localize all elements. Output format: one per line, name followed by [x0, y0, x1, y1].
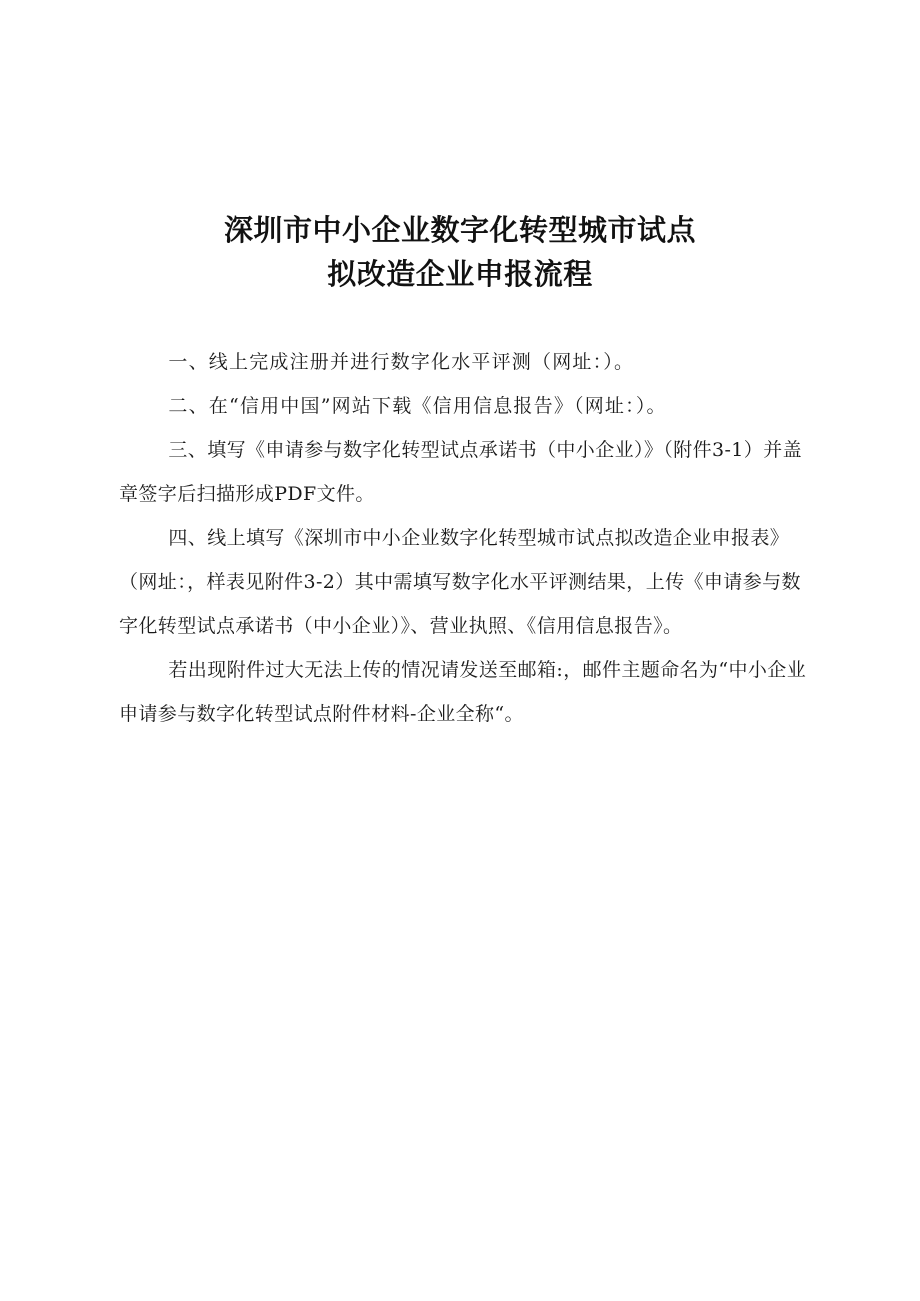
step-4-paragraph: 四、线上填写《深圳市中小企业数字化转型城市试点拟改造企业申报表》（网址：，样表见附件3-2）其中需填写数字化水平评测结果，上传《申请参与数字化转型试点承诺书（中小企业）》、营业执照、《信用信息报告》。	[119, 527, 801, 637]
document-title	[0, 208, 920, 296]
document-body	[119, 340, 811, 736]
email-note-paragraph: 若出现附件过大无法上传的情况请发送至邮箱:，邮件主题命名为“中小企业申请参与数字化转型试点附件材料-企业全称“。	[119, 659, 807, 725]
step-2-paragraph: 二、在“信用中国”网站下载《信用信息报告》（网址：）。	[168, 395, 667, 417]
title-line-1: 深圳市中小企业数字化转型城市试点	[223, 213, 696, 247]
title-line-2: 拟改造企业申报流程	[327, 257, 593, 291]
step-3-paragraph: 三、填写《申请参与数字化转型试点承诺书（中小企业）》（附件3-1）并盖章签字后扫描形成PDF文件。	[119, 439, 802, 505]
step-1-paragraph: 一、线上完成注册并进行数字化水平评测（网址：）。	[168, 351, 635, 373]
